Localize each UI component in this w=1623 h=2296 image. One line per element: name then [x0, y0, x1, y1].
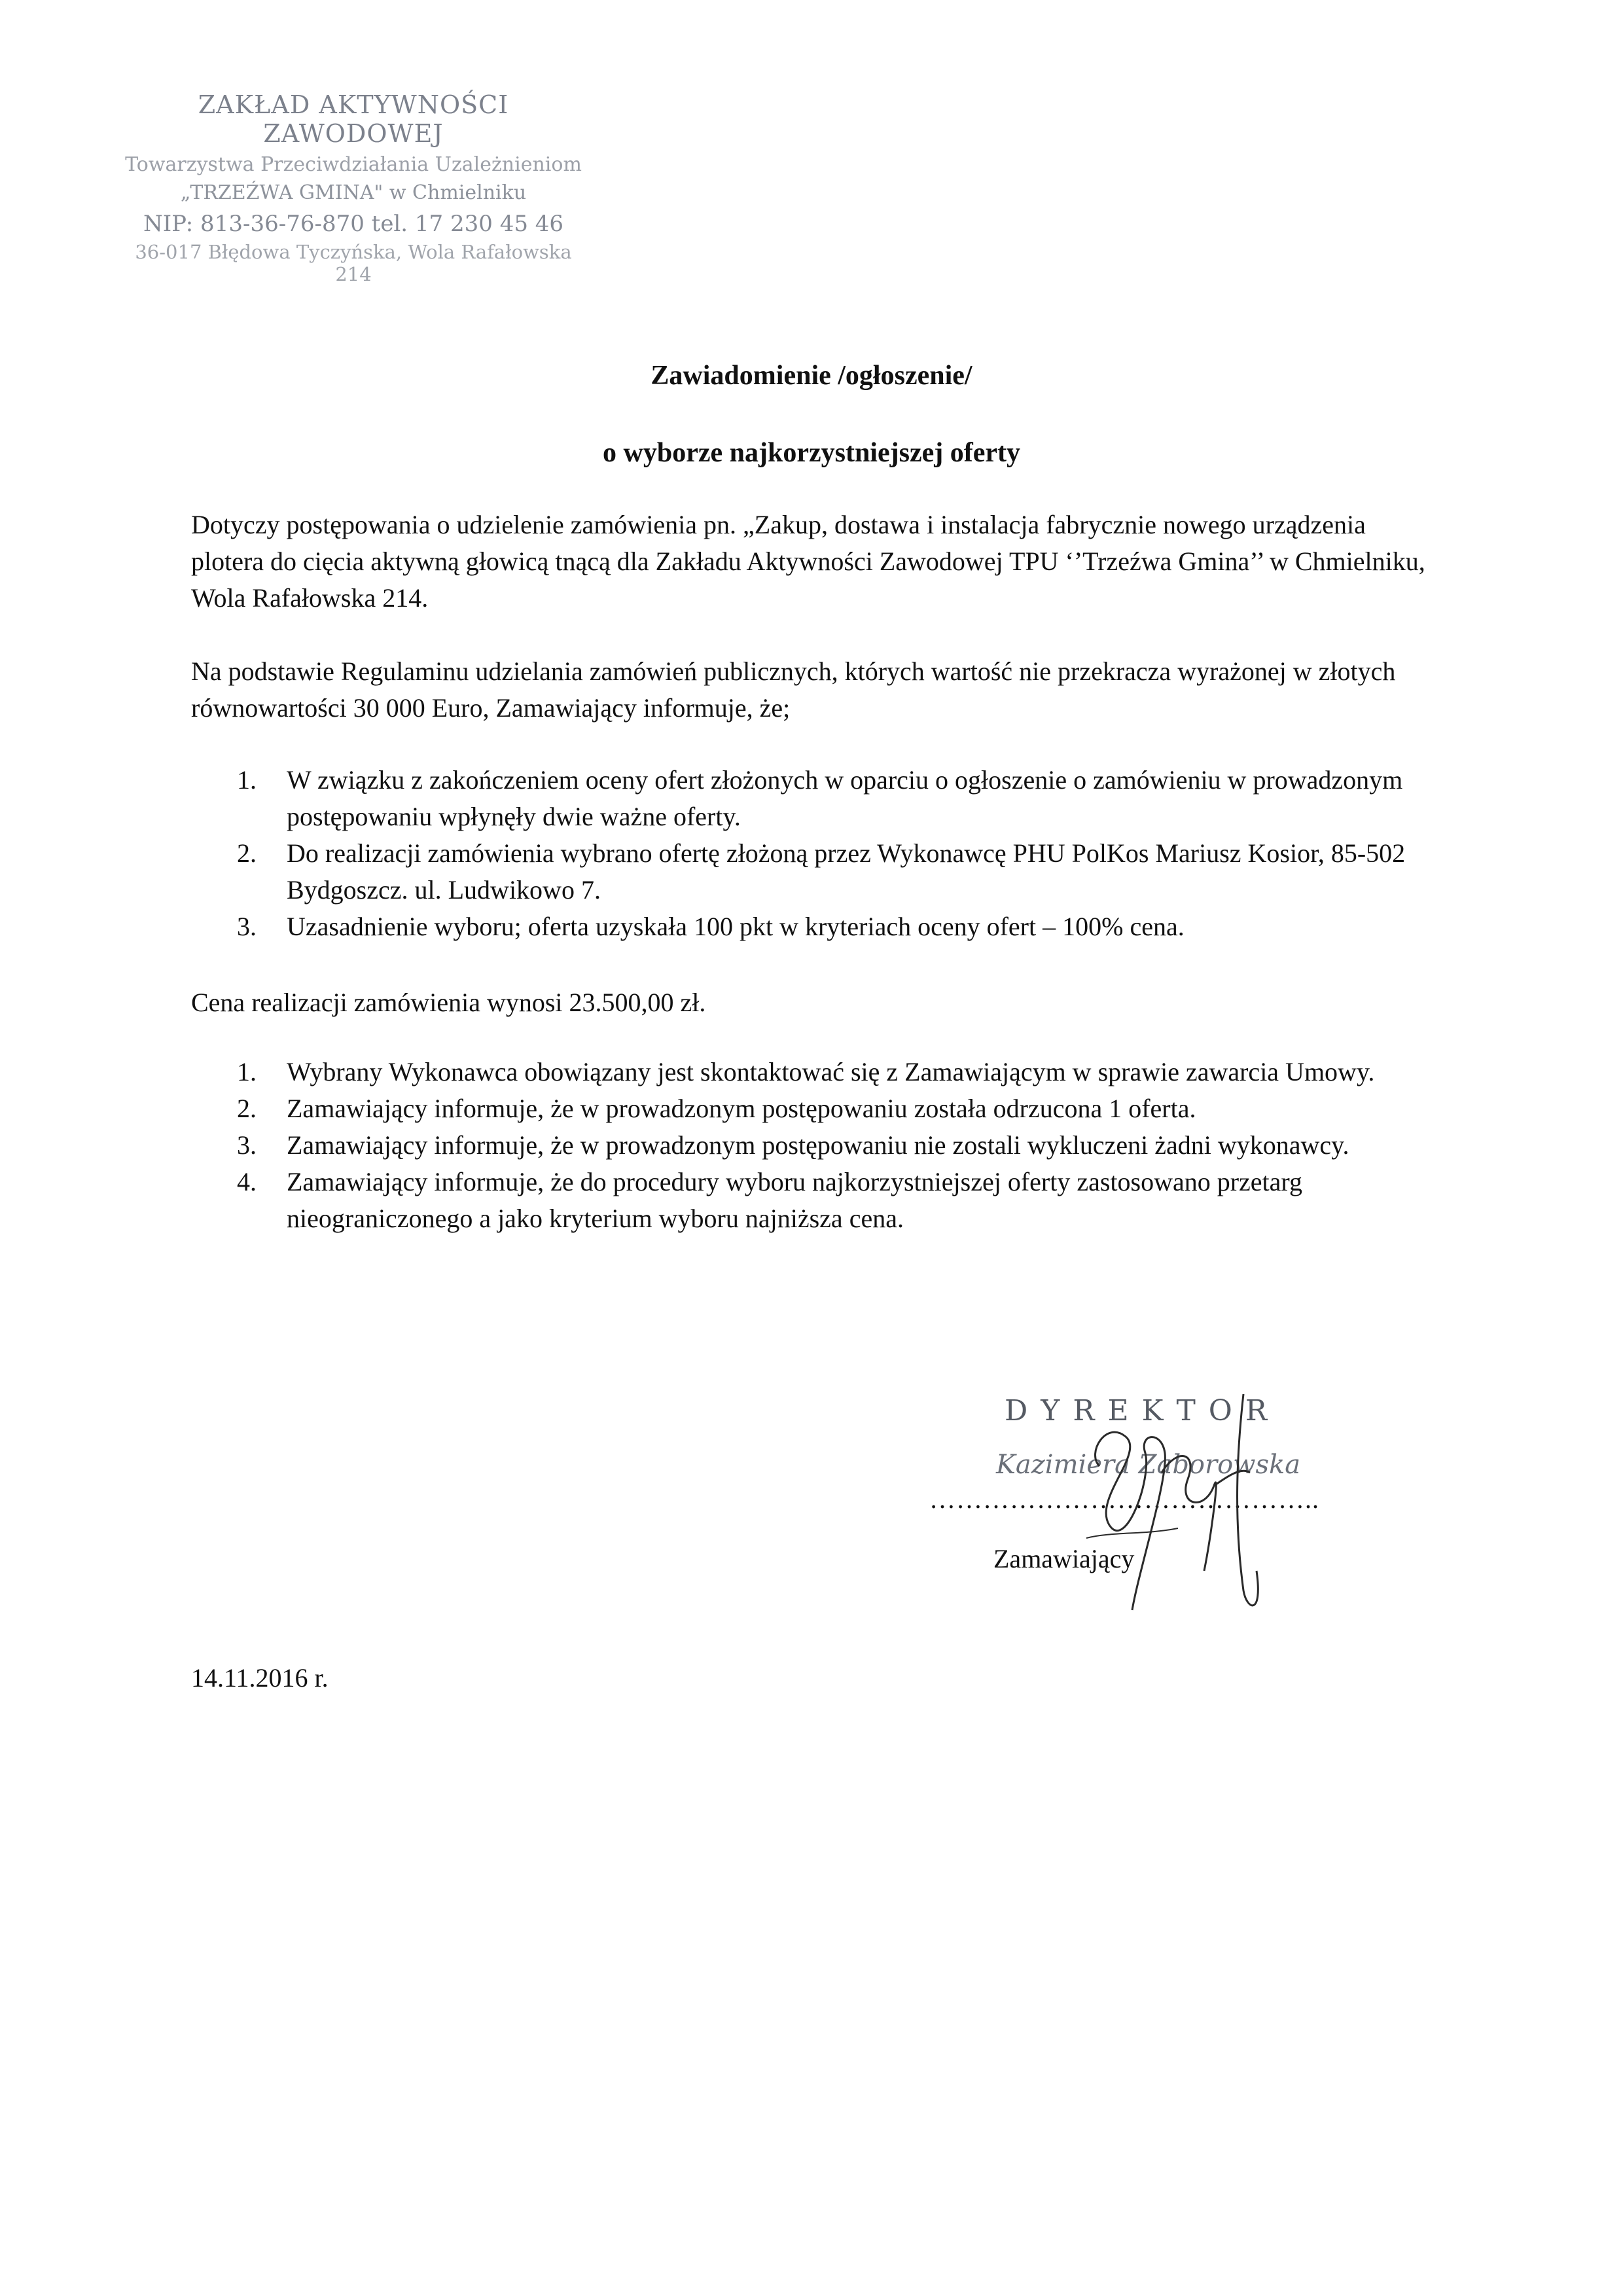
information-list	[237, 1054, 1435, 1237]
handwritten-signature	[1047, 1374, 1322, 1623]
signature-line: ……………………………………..	[929, 1484, 1319, 1514]
list-item-number: 2.	[237, 838, 257, 868]
list-item	[237, 1127, 1435, 1164]
stamp-location: „TRZEŹWA GMINA" w Chmielniku	[180, 181, 527, 204]
list-item-text: Zamawiający informuje, że w prowadzonym postępowaniu nie zostali wykluczeni żadni wykonawcy.	[287, 1130, 1349, 1160]
list-item-text: Wybrany Wykonawca obowiązany jest skontaktować się z Zamawiającym w sprawie zawarcia Umowy.	[287, 1057, 1375, 1086]
list-item-number: 3.	[237, 912, 257, 941]
list-item-number: 1.	[237, 765, 257, 795]
list-item-number: 2.	[237, 1094, 257, 1123]
document-subtitle: o wyborze najkorzystniejszej oferty	[603, 438, 1020, 468]
list-item	[237, 1054, 1435, 1090]
list-item	[237, 762, 1435, 835]
signer-label: Zamawiający	[993, 1544, 1135, 1573]
director-stamp: DYREKTOR	[1005, 1394, 1280, 1427]
list-item	[237, 908, 1435, 945]
stamp-address: 36-017 Błędowa Tyczyńska, Wola Rafałowska 214	[135, 241, 572, 285]
list-item-number: 3.	[237, 1130, 257, 1160]
decision-list	[237, 762, 1435, 945]
list-item	[237, 1090, 1435, 1127]
basis-paragraph: Na podstawie Regulaminu udzielania zamówień publicznych, których wartość nie przekracza wyrażonej w złotych równowartości 30 000 Euro, Zamawiający informuje, że;	[191, 656, 1396, 723]
price-paragraph: Cena realizacji zamówienia wynosi 23.500,00 zł.	[191, 988, 706, 1017]
list-item-number: 1.	[237, 1057, 257, 1086]
stamp-company-name: ZAKŁAD AKTYWNOŚCI ZAWODOWEJ	[198, 90, 509, 148]
company-stamp	[124, 90, 582, 285]
subject-paragraph: Dotyczy postępowania o udzielenie zamówienia pn. „Zakup, dostawa i instalacja fabrycznie nowego urządzenia plotera do cięcia aktywną głowicą tnącą dla Zakładu Aktywności Zawodowej TPU ‘’Trzeźwa Gmina’’ w Chmielniku, Wola Rafałowska 214.	[191, 510, 1425, 613]
stamp-organization: Towarzystwa Przeciwdziałania Uzależnieniom	[125, 153, 582, 176]
list-item-text: Do realizacji zamówienia wybrano ofertę złożoną przez Wykonawcę PHU PolKos Mariusz Kosior, 85-502 Bydgoszcz. ul. Ludwikowo 7.	[287, 838, 1406, 905]
list-item-text: Zamawiający informuje, że do procedury wyboru najkorzystniejszej oferty zastosowano przetarg nieograniczonego a jako kryterium wyboru najniższa cena.	[287, 1167, 1303, 1233]
list-item	[237, 1164, 1435, 1237]
list-item-text: Uzasadnienie wyboru; oferta uzyskała 100 pkt w kryteriach oceny ofert – 100% cena.	[287, 912, 1185, 941]
list-item-text: W związku z zakończeniem oceny ofert złożonych w oparciu o ogłoszenie o zamówieniu w prowadzonym postępowaniu wpłynęły dwie ważne oferty.	[287, 765, 1403, 831]
director-name: Kazimiera Zaborowska	[996, 1450, 1301, 1480]
document-date: 14.11.2016 r.	[191, 1663, 329, 1693]
document-title: Zawiadomienie /ogłoszenie/	[651, 361, 972, 391]
stamp-nip-phone: NIP: 813-36-76-870 tel. 17 230 45 46	[143, 211, 564, 237]
list-item-text: Zamawiający informuje, że w prowadzonym postępowaniu została odrzucona 1 oferta.	[287, 1094, 1196, 1123]
list-item-number: 4.	[237, 1167, 257, 1196]
list-item	[237, 835, 1435, 908]
